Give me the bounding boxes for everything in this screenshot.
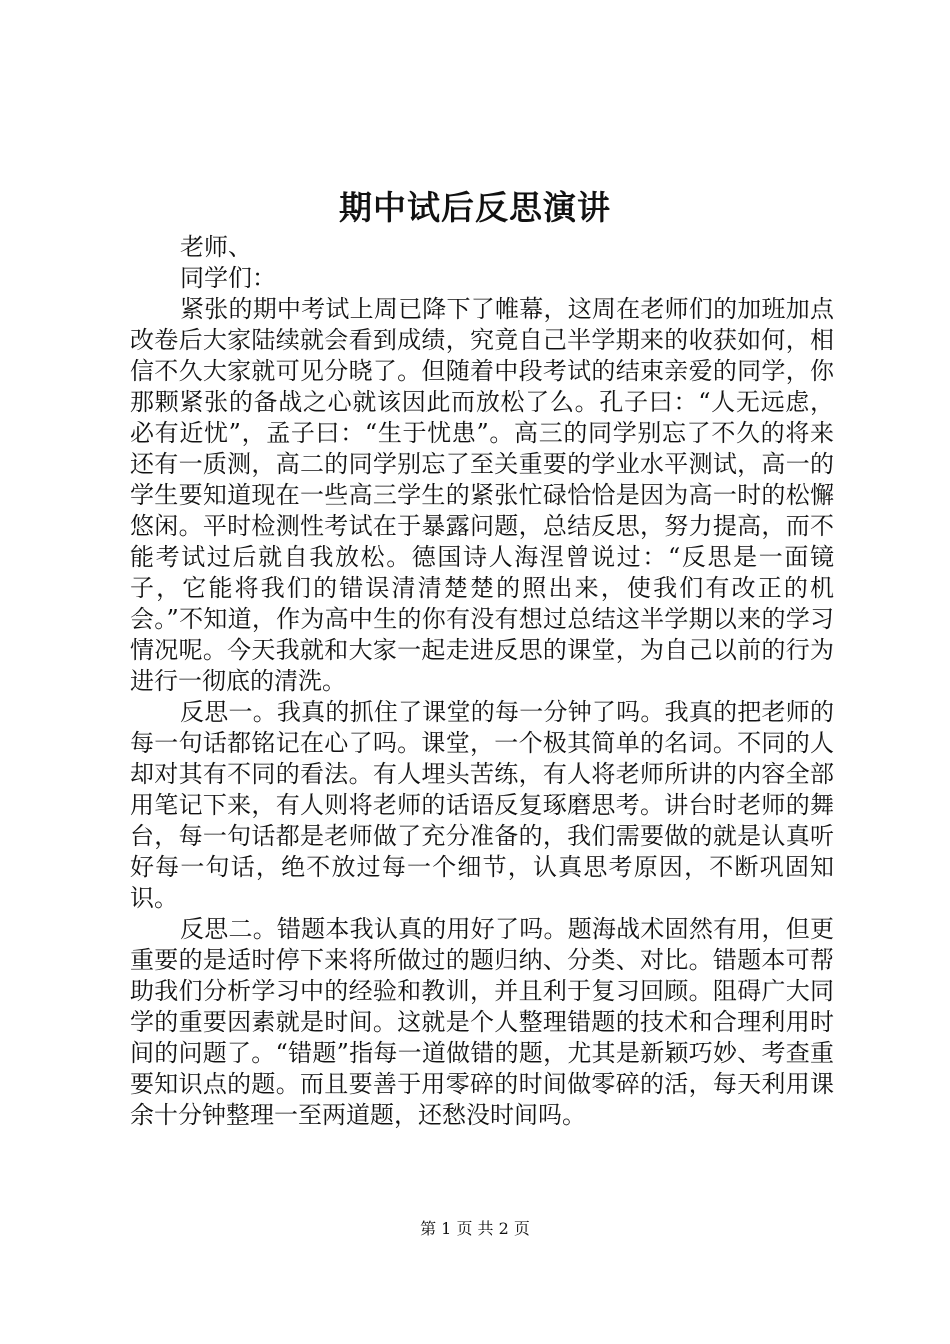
paragraph-reflection-1: 反思一。我真的抓住了课堂的每一分钟了吗。我真的把老师的每一句话都铭记在心了吗。课堂，一个极其简单的名词。不同的人却对其有不同的看法。有人埋头苦练，有人将老师所讲的内容全部用笔记下来，有人则将老师的话语反复琢磨思考。讲台时老师的舞台，每一句话都是老师做了充分准备的，我们需要做的就是认真听好每一句话，绝不放过每一个细节，认真思考原因，不断巩固知识。 — [130, 698, 834, 912]
document-title: 期中试后反思演讲 — [339, 188, 611, 227]
salutation-line-1: 老师、 — [180, 233, 252, 261]
paragraph-reflection-2: 反思二。错题本我认真的用好了吗。题海战术固然有用，但更重要的是适时停下来将所做过的题归纳、分类、对比。错题本可帮助我们分析学习中的经验和教训，并且利于复习回顾。阻碍广大同学的重要因素就是时间。这就是个人整理错题的技术和合理利用时间的问题了。“错题”指每一道做错的题，尤其是新颖巧妙、考查重要知识点的题。而且要善于用零碎的时间做零碎的活，每天利用课余十分钟整理一至两道题，还愁没时间吗。 — [130, 915, 834, 1129]
paragraph-intro: 紧张的期中考试上周已降下了帷幕，这周在老师们的加班加点改卷后大家陆续就会看到成绩，究竟自己半学期来的收获如何，相信不久大家就可见分晓了。但随着中段考试的结束亲爱的同学，你那颗紧张的备战之心就该因此而放松了么。孔子曰：“人无远虑，必有近忧”，孟子曰：“生于忧患”。高三的同学别忘了不久的将来还有一质测，高二的同学别忘了至关重要的学业水平测试，高一的学生要知道现在一些高三学生的紧张忙碌恰恰是因为高一时的松懈悠闲。平时检测性考试在于暴露问题，总结反思，努力提高，而不能考试过后就自我放松。德国诗人海涅曾说过：“反思是一面镜子，它能将我们的错误清清楚楚的照出来，使我们有改正的机会。”不知道，作为高中生的你有没有想过总结这半学期以来的学习情况呢。今天我就和大家一起走进反思的课堂，为自己以前的行为进行一彻底的清洗。 — [130, 295, 834, 695]
document-body — [130, 232, 834, 1131]
page-number-footer: 第 1 页 共 2 页 — [420, 1219, 530, 1238]
salutation-line-2: 同学们： — [180, 264, 276, 292]
